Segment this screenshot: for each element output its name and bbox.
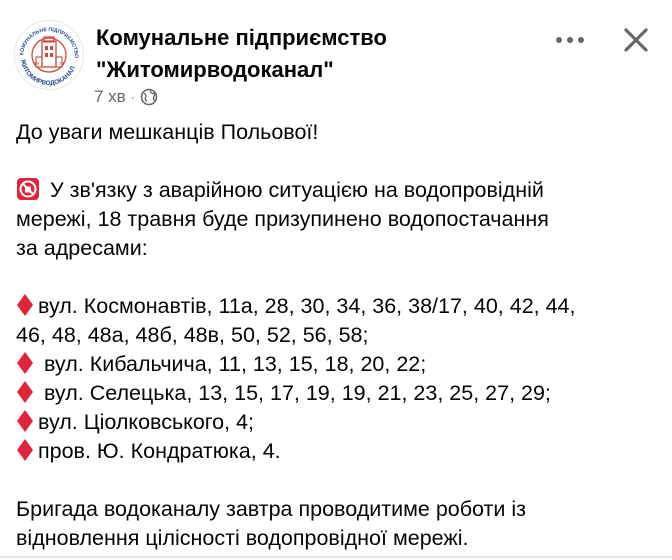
footer-line-1: Бригада водоканалу завтра проводитиме роботи із [16,497,527,521]
address-text: вул. Кибальчича, 11, 13, 15, 18, 20, 22; [38,352,427,376]
address-item-1 [16,292,666,321]
svg-text:ЖИТОМИРВОДОКАНАЛ: ЖИТОМИРВОДОКАНАЛ [19,58,77,88]
more-horizontal-icon [556,37,562,43]
address-text: пров. Ю. Кондратюка, 4. [38,439,281,463]
red-diamond-icon [16,351,34,375]
close-icon [616,20,656,60]
post-divider [0,556,672,558]
page-name-line2[interactable]: "Житомирводоканал" [96,57,334,82]
post-meta [94,86,158,108]
logo-year-left: 19 [34,61,40,66]
post-timestamp[interactable]: 7 хв [94,87,126,106]
address-text: вул. Космонавтів, 11а, 28, 30, 34, 36, 38/17, 40, 42, 44, [38,294,576,318]
address-item-5 [16,437,666,466]
red-diamond-icon [16,409,34,433]
address-text: вул. Ціолковського, 4; [38,410,254,434]
address-item-2 [16,350,666,379]
footer-paragraph [16,495,666,553]
page-avatar[interactable] [14,20,84,90]
page-name-line1[interactable]: Комунальне підприємство [96,25,387,50]
globe-icon[interactable] [140,88,158,106]
post-body [16,118,666,553]
zhytomyrvodokanal-logo [15,21,83,89]
notice-line-1: У зв'язку з аварійною ситуацією на водопровідній [50,178,544,202]
more-dot [578,37,584,43]
notice-line-3: за адресами: [16,236,148,260]
post-header [0,0,672,112]
page-name[interactable] [96,22,387,86]
more-options-button[interactable] [548,24,592,56]
address-item-3 [16,379,666,408]
spacer [16,263,666,292]
svg-text:КОМУНАЛЬНЕ ПІДПРИЄМСТВО: КОМУНАЛЬНЕ ПІДПРИЄМСТВО [19,26,80,59]
address-item-1-cont: 46, 48, 48а, 48б, 48в, 50, 52, 56, 58; [16,323,369,347]
close-button[interactable] [616,20,656,60]
spacer [16,466,666,495]
address-item-4 [16,408,666,437]
notice-paragraph [16,176,666,263]
no-entry-icon [16,177,40,201]
spacer [16,147,666,176]
logo-year-right: 79 [59,61,65,66]
footer-line-2: відновлення цілісності водопровідної мережі. [16,526,469,550]
meta-separator: · [130,90,135,104]
notice-line-2: мережі, 18 травня буде призупинено водопостачання [16,207,549,231]
red-diamond-icon [16,380,34,404]
more-dot [567,37,573,43]
address-list [16,292,666,466]
red-diamond-icon [16,293,34,317]
address-text: вул. Селецька, 13, 15, 17, 19, 19, 21, 23, 25, 27, 29; [38,381,551,405]
red-diamond-icon [16,438,34,462]
post-heading: До уваги мешканців Польової! [16,120,319,144]
